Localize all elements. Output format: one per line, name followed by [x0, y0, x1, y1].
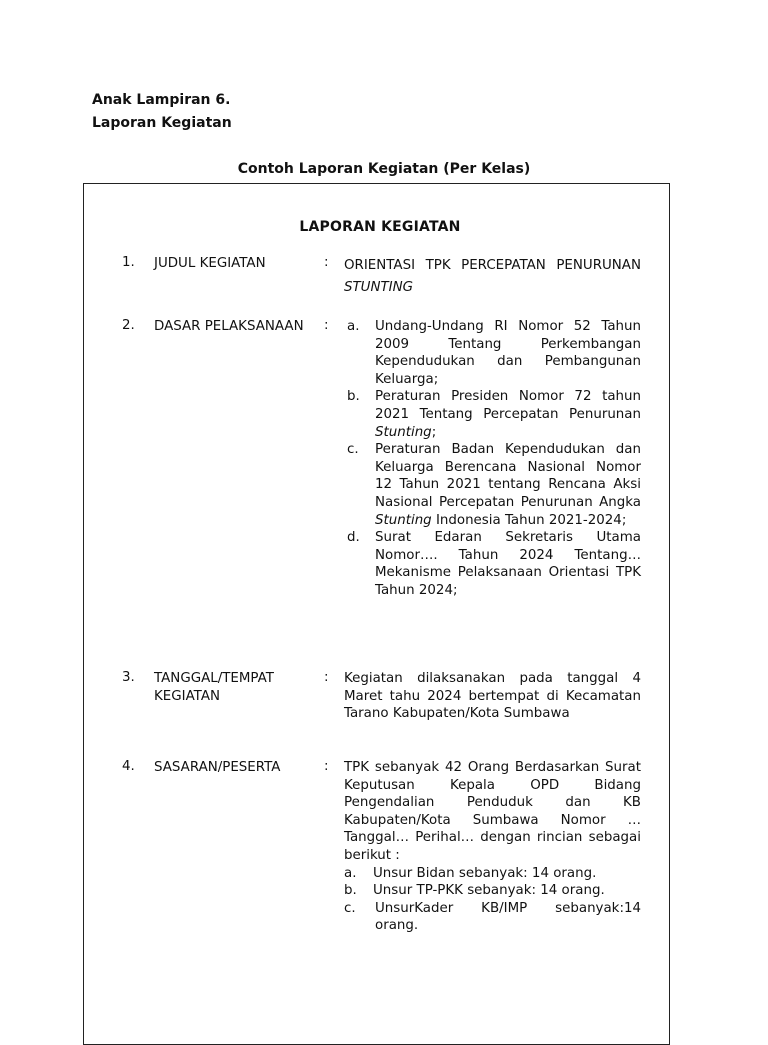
section-label: SASARAN/PESERTA — [154, 760, 281, 775]
example-caption: Contoh Laporan Kegiatan (Per Kelas) — [237, 161, 531, 177]
item-mark: b. — [347, 389, 360, 405]
list-item — [344, 318, 641, 388]
value-line — [344, 255, 641, 277]
report-heading: Laporan Kegiatan — [92, 115, 232, 131]
section-number: 2. — [122, 318, 135, 333]
list-item — [344, 388, 641, 441]
section-label: JUDUL KEGIATAN — [154, 256, 266, 271]
section-number: 1. — [122, 255, 135, 270]
item-text: Unsur TP-PKK sebanyak: 14 orang. — [373, 883, 605, 899]
item-mark: b. — [344, 883, 357, 899]
section-label: TANGGAL/TEMPAT KEGIATAN — [154, 671, 274, 704]
colon: : — [324, 759, 329, 774]
item-mark: d. — [347, 530, 360, 546]
item-text: Unsur Bidan sebanyak: 14 orang. — [373, 865, 597, 881]
item-text: Peraturan Badan Kependudukan dan Keluarga Berencana Nasional Nomor 12 Tahun 2021 tentang Rencana Aksi Nasional Percepatan Penurunan Angka — [375, 442, 641, 510]
item-italic: Stunting — [375, 512, 432, 528]
report-title: LAPORAN KEGIATAN — [299, 219, 461, 235]
list-item — [344, 529, 641, 599]
section-number: 4. — [122, 759, 135, 774]
colon: : — [324, 670, 329, 685]
colon: : — [324, 318, 329, 333]
value-line-2 — [344, 277, 641, 299]
item-text: Undang-Undang RI Nomor 52 Tahun 2009 Tentang Perkembangan Kependudukan dan Pembangunan Keluarga; — [375, 319, 641, 387]
item-mark: c. — [344, 900, 356, 916]
item-text: Surat Edaran Sekretaris Utama Nomor…. Tahun 2024 Tentang… Mekanisme Pelaksanaan Orientasi TPK Tahun 2024; — [375, 530, 641, 598]
section-value-list — [344, 318, 641, 600]
item-mark: a. — [344, 865, 357, 881]
item-mark: c. — [347, 442, 359, 458]
item-mark: a. — [347, 319, 360, 334]
item-italic: Stunting — [375, 424, 432, 440]
value-italic: STUNTING — [344, 280, 414, 295]
section-value — [344, 759, 641, 935]
colon: : — [324, 255, 329, 270]
list-item — [344, 882, 641, 900]
section-number: 3. — [122, 670, 135, 685]
section-label: DASAR PELAKSANAAN — [154, 319, 304, 334]
item-text-end: Indonesia Tahun 2021-2024; — [431, 512, 627, 528]
list-item — [344, 865, 641, 883]
value-text: ORIENTASI TPK PERCEPATAN PENURUNAN — [344, 258, 641, 273]
list-item — [344, 900, 641, 935]
list-item — [344, 441, 641, 529]
attachment-heading: Anak Lampiran 6. — [92, 92, 231, 108]
item-text: UnsurKader KB/IMP sebanyak:14 orang. — [375, 900, 641, 934]
item-text-end: ; — [431, 424, 437, 440]
section-value: Kegiatan dilaksanakan pada tanggal 4 Maret tahu 2024 bertempat di Kecamatan Tarano Kabupaten/Kota Sumbawa — [344, 671, 641, 722]
item-text: Peraturan Presiden Nomor 72 tahun 2021 Tentang Percepatan Penurunan — [375, 389, 641, 422]
value-text: TPK sebanyak 42 Orang Berdasarkan Surat Keputusan Kepala OPD Bidang Pengendalian Penduduk dan KB Kabupaten/Kota Sumbawa Nomor … Tanggal… Perihal… dengan rincian sebagai berikut : — [344, 760, 641, 863]
